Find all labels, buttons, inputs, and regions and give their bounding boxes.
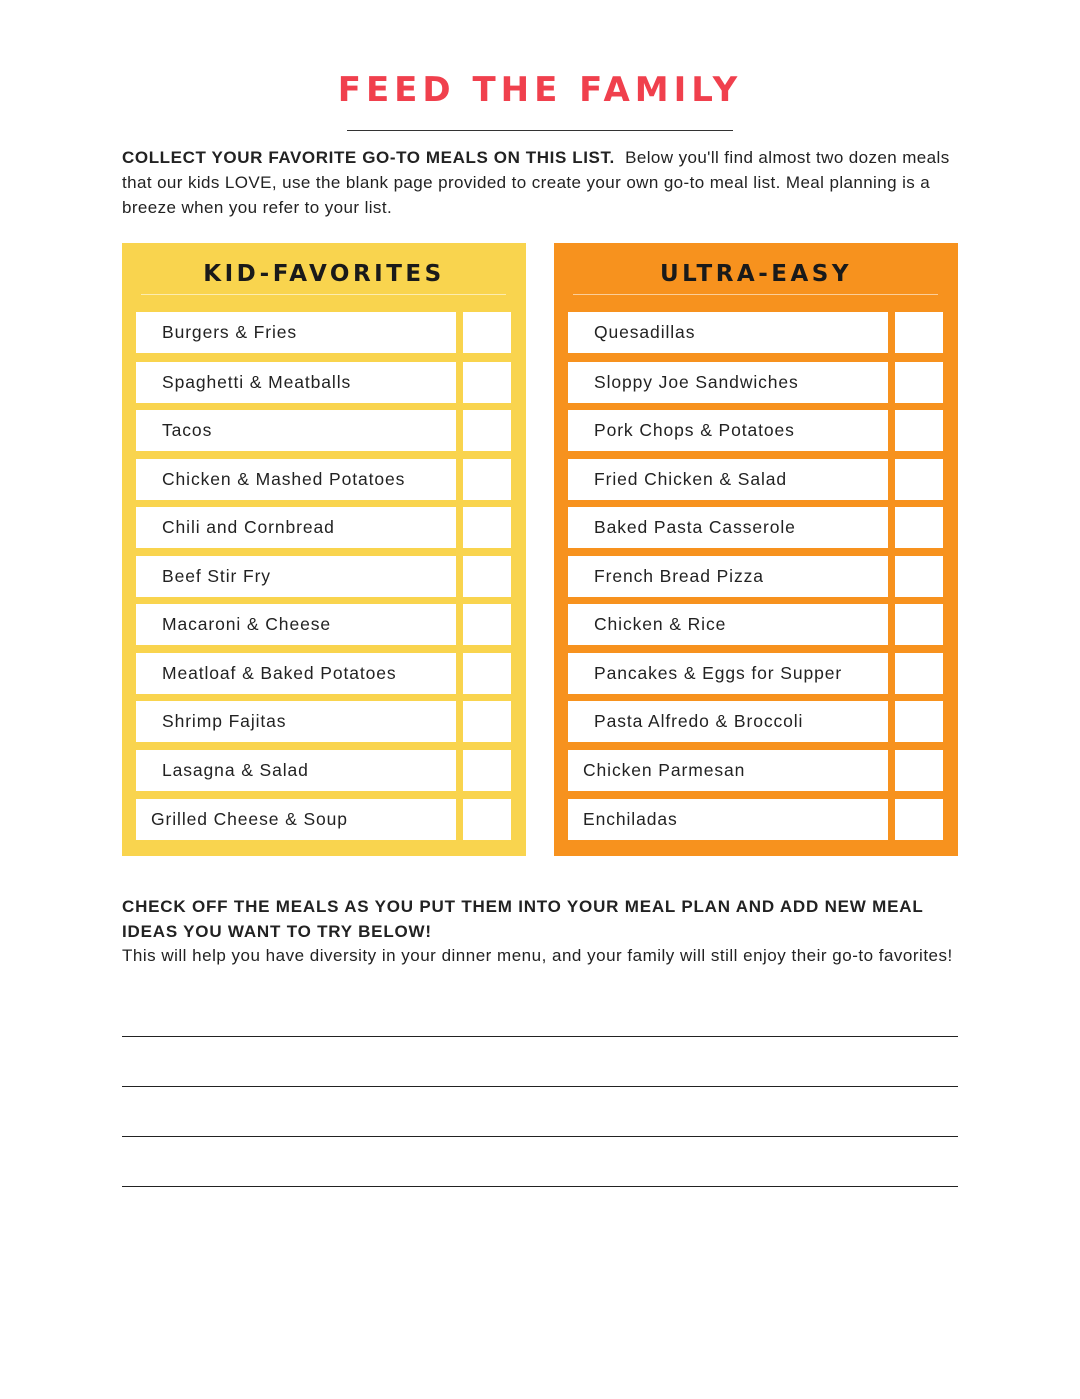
- meal-name: Spaghetti & Meatballs: [136, 362, 456, 403]
- outro-paragraph: [122, 895, 972, 969]
- checkbox[interactable]: [463, 701, 511, 742]
- write-in-line[interactable]: [122, 1136, 958, 1137]
- kid-favorites-panel: [122, 243, 526, 856]
- panel-divider: [573, 294, 938, 295]
- ultra-easy-panel: [554, 243, 958, 856]
- checkbox[interactable]: [895, 459, 943, 500]
- meal-name: Grilled Cheese & Soup: [136, 799, 456, 840]
- meal-name: Pasta Alfredo & Broccoli: [568, 701, 888, 742]
- checkbox[interactable]: [463, 507, 511, 548]
- checkbox[interactable]: [895, 604, 943, 645]
- checkbox[interactable]: [463, 750, 511, 791]
- write-in-line[interactable]: [122, 1186, 958, 1187]
- meal-name: French Bread Pizza: [568, 556, 888, 597]
- meal-name: Lasagna & Salad: [136, 750, 456, 791]
- meal-name: Pork Chops & Potatoes: [568, 410, 888, 451]
- checkbox[interactable]: [463, 653, 511, 694]
- meal-name: Burgers & Fries: [136, 312, 456, 353]
- panel-divider: [141, 294, 506, 295]
- meal-name: Meatloaf & Baked Potatoes: [136, 653, 456, 694]
- checkbox[interactable]: [463, 362, 511, 403]
- checkbox[interactable]: [463, 410, 511, 451]
- panel-title-ultra-easy: ULTRA-EASY: [659, 261, 852, 287]
- intro-lead: COLLECT YOUR FAVORITE GO-TO MEALS ON THIS LIST.: [122, 148, 615, 167]
- title-divider: [347, 130, 733, 131]
- checkbox[interactable]: [895, 312, 943, 353]
- checkbox[interactable]: [895, 653, 943, 694]
- meal-name: Chicken & Rice: [568, 604, 888, 645]
- checkbox[interactable]: [463, 312, 511, 353]
- meal-name: Shrimp Fajitas: [136, 701, 456, 742]
- meal-name: Baked Pasta Casserole: [568, 507, 888, 548]
- meal-name: Macaroni & Cheese: [136, 604, 456, 645]
- outro-text: This will help you have diversity in your dinner menu, and your family will still enjoy their go-to favorites!: [122, 946, 953, 965]
- meal-name: Quesadillas: [568, 312, 888, 353]
- checkbox[interactable]: [895, 507, 943, 548]
- meal-name: Enchiladas: [568, 799, 888, 840]
- checkbox[interactable]: [463, 799, 511, 840]
- checkbox[interactable]: [895, 750, 943, 791]
- write-in-line[interactable]: [122, 1086, 958, 1087]
- meal-name: Chili and Cornbread: [136, 507, 456, 548]
- outro-heading: CHECK OFF THE MEALS AS YOU PUT THEM INTO YOUR MEAL PLAN AND ADD NEW MEAL IDEAS YOU WANT TO TRY BELOW!: [122, 897, 924, 941]
- meal-name: Tacos: [136, 410, 456, 451]
- intro-paragraph: [122, 145, 962, 220]
- meal-name: Fried Chicken & Salad: [568, 459, 888, 500]
- checkbox[interactable]: [895, 701, 943, 742]
- meal-name: Chicken Parmesan: [568, 750, 888, 791]
- checkbox[interactable]: [895, 799, 943, 840]
- write-in-line[interactable]: [122, 1036, 958, 1037]
- panel-title-kid-favorites: KID-FAVORITES: [203, 261, 445, 287]
- meal-name: Pancakes & Eggs for Supper: [568, 653, 888, 694]
- meal-name: Chicken & Mashed Potatoes: [136, 459, 456, 500]
- checkbox[interactable]: [895, 556, 943, 597]
- meal-name: Sloppy Joe Sandwiches: [568, 362, 888, 403]
- page-title: FEED THE FAMILY: [337, 70, 743, 110]
- intro-text: Below you'll find almost two dozen meals that our kids LOVE, use the blank page provided to create your own go-to meal list. Meal planning is a breeze when you refer to your list.: [122, 148, 950, 217]
- checkbox[interactable]: [895, 410, 943, 451]
- checkbox[interactable]: [463, 556, 511, 597]
- meal-name: Beef Stir Fry: [136, 556, 456, 597]
- checkbox[interactable]: [463, 604, 511, 645]
- checkbox[interactable]: [463, 459, 511, 500]
- checkbox[interactable]: [895, 362, 943, 403]
